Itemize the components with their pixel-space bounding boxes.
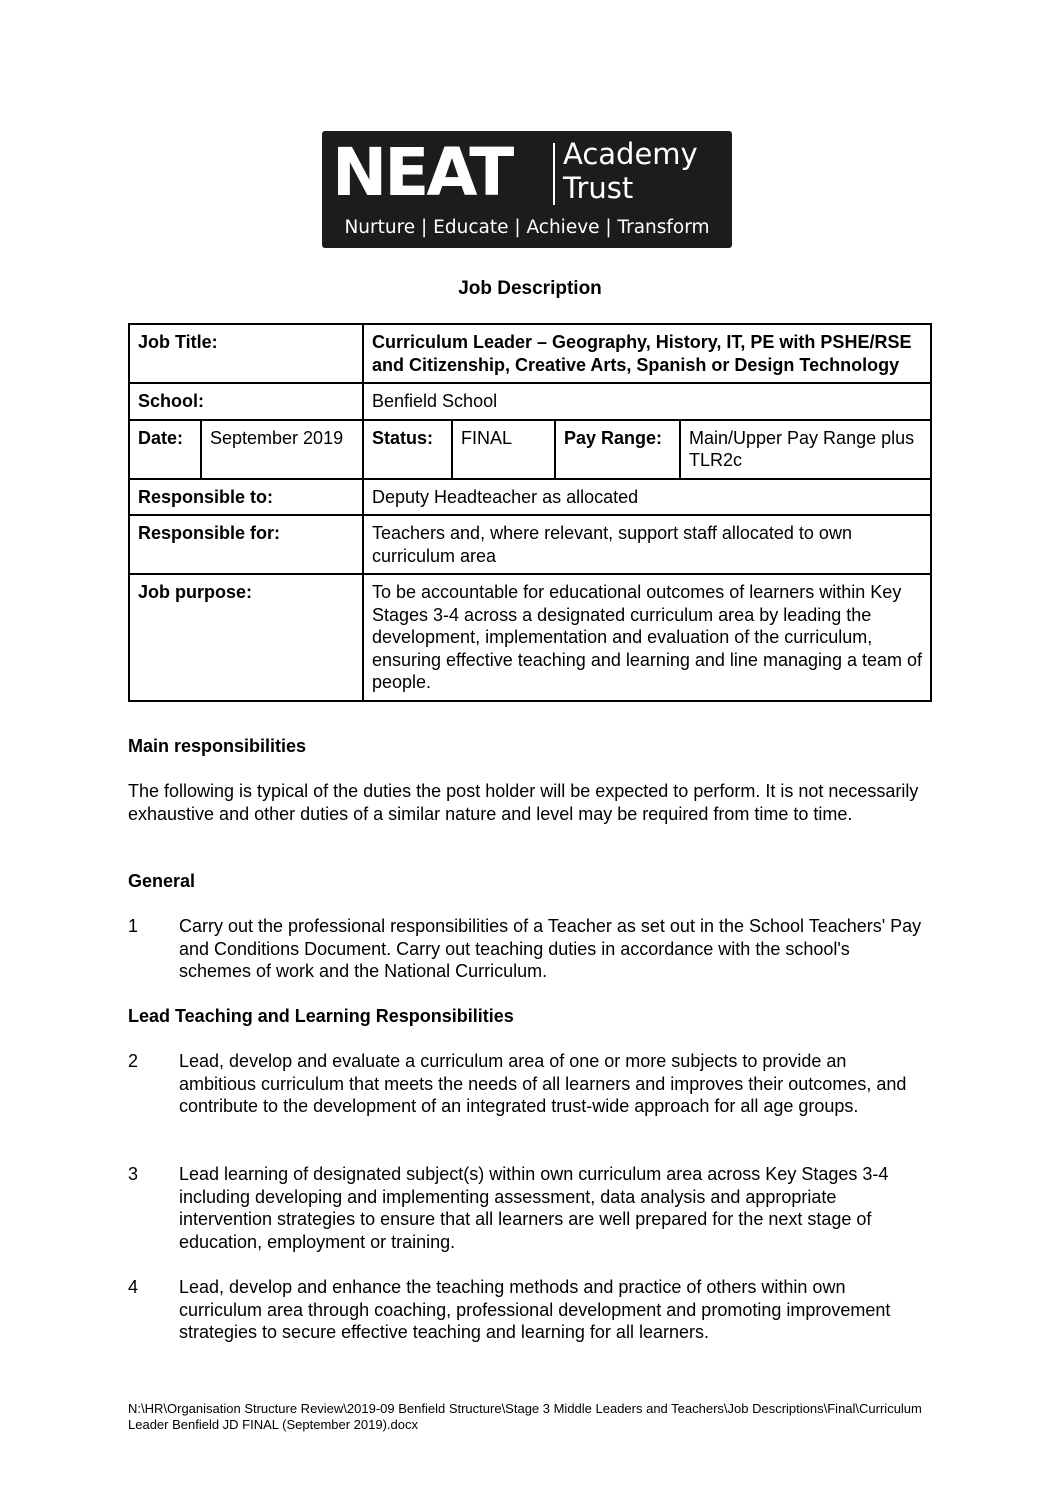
date-value: September 2019 <box>201 420 363 479</box>
item-number: 1 <box>128 916 139 936</box>
pay-range-value: Main/Upper Pay Range plus TLR2c <box>680 420 931 479</box>
logo-divider <box>553 143 555 205</box>
logo-brand: NEAT <box>332 134 512 211</box>
row-responsible-to <box>129 479 931 516</box>
file-path-footer: N:\HR\Organisation Structure Review\2019-09 Benfield Structure\Stage 3 Middle Leaders and Teachers\Job Descriptions\Final\Curriculum Leader Benfield JD FINAL (September 2019).docx <box>128 1401 922 1432</box>
row-school <box>129 383 931 420</box>
item-text: Lead, develop and enhance the teaching methods and practice of others within own curriculum area through coaching, professional development and promoting improvement strategies to secure effective teaching and learning for all learners. <box>179 1277 891 1342</box>
logo-academy: Academy <box>563 137 698 171</box>
school-value: Benfield School <box>363 383 931 420</box>
status-label: Status: <box>363 420 452 479</box>
job-title-label: Job Title: <box>129 324 363 383</box>
status-value: FINAL <box>452 420 555 479</box>
item-text: Carry out the professional responsibilities of a Teacher as set out in the School Teachers' Pay and Conditions Document. Carry out teaching duties in accordance with the school's schemes of work and the National Curriculum. <box>179 916 922 981</box>
school-label: School: <box>129 383 363 420</box>
job-details-table <box>128 323 932 702</box>
general-heading: General <box>128 871 196 891</box>
item-number: 3 <box>128 1164 139 1184</box>
lead-teaching-heading: Lead Teaching and Learning Responsibilities <box>128 1006 514 1026</box>
date-label: Date: <box>129 420 201 479</box>
row-responsible-for <box>129 515 931 574</box>
responsible-to-value: Deputy Headteacher as allocated <box>363 479 931 516</box>
job-purpose-label: Job purpose: <box>129 574 363 701</box>
responsible-for-value: Teachers and, where relevant, support staff allocated to own curriculum area <box>363 515 931 574</box>
responsible-for-label: Responsible for: <box>129 515 363 574</box>
item-number: 4 <box>128 1277 139 1297</box>
responsible-to-label: Responsible to: <box>129 479 363 516</box>
main-responsibilities-heading: Main responsibilities <box>128 736 307 756</box>
row-date-status-pay <box>129 420 931 479</box>
row-job-title <box>129 324 931 383</box>
item-text: Lead, develop and evaluate a curriculum area of one or more subjects to provide an ambitious curriculum that meets the needs of all learners and improves their outcomes, and contribute to the development of an integrated trust-wide approach for all age groups. <box>179 1051 907 1116</box>
logo-tagline: Nurture | Educate | Achieve | Transform <box>344 217 710 238</box>
main-responsibilities-intro: The following is typical of the duties the post holder will be expected to perform. It is not necessarily exhaustive and other duties of a similar nature and level may be required from time to time. <box>128 781 919 824</box>
row-job-purpose <box>129 574 931 701</box>
neat-academy-trust-logo <box>322 131 732 248</box>
document-title: Job Description <box>458 278 602 299</box>
item-number: 2 <box>128 1051 139 1071</box>
item-text: Lead learning of designated subject(s) within own curriculum area across Key Stages 3-4 including developing and implementing assessment, data analysis and appropriate intervention strategies to ensure that all learners are well prepared for the next stage of education, employment or training. <box>179 1164 889 1252</box>
pay-range-label: Pay Range: <box>555 420 680 479</box>
logo-trust: Trust <box>563 171 634 205</box>
job-purpose-value: To be accountable for educational outcomes of learners within Key Stages 3-4 across a designated curriculum area by leading the development, implementation and evaluation of the curriculum, ensuring effective teaching and learning and line managing a team of people. <box>363 574 931 701</box>
job-title-value: Curriculum Leader – Geography, History, IT, PE with PSHE/RSE and Citizenship, Creative Arts, Spanish or Design Technology <box>363 324 931 383</box>
